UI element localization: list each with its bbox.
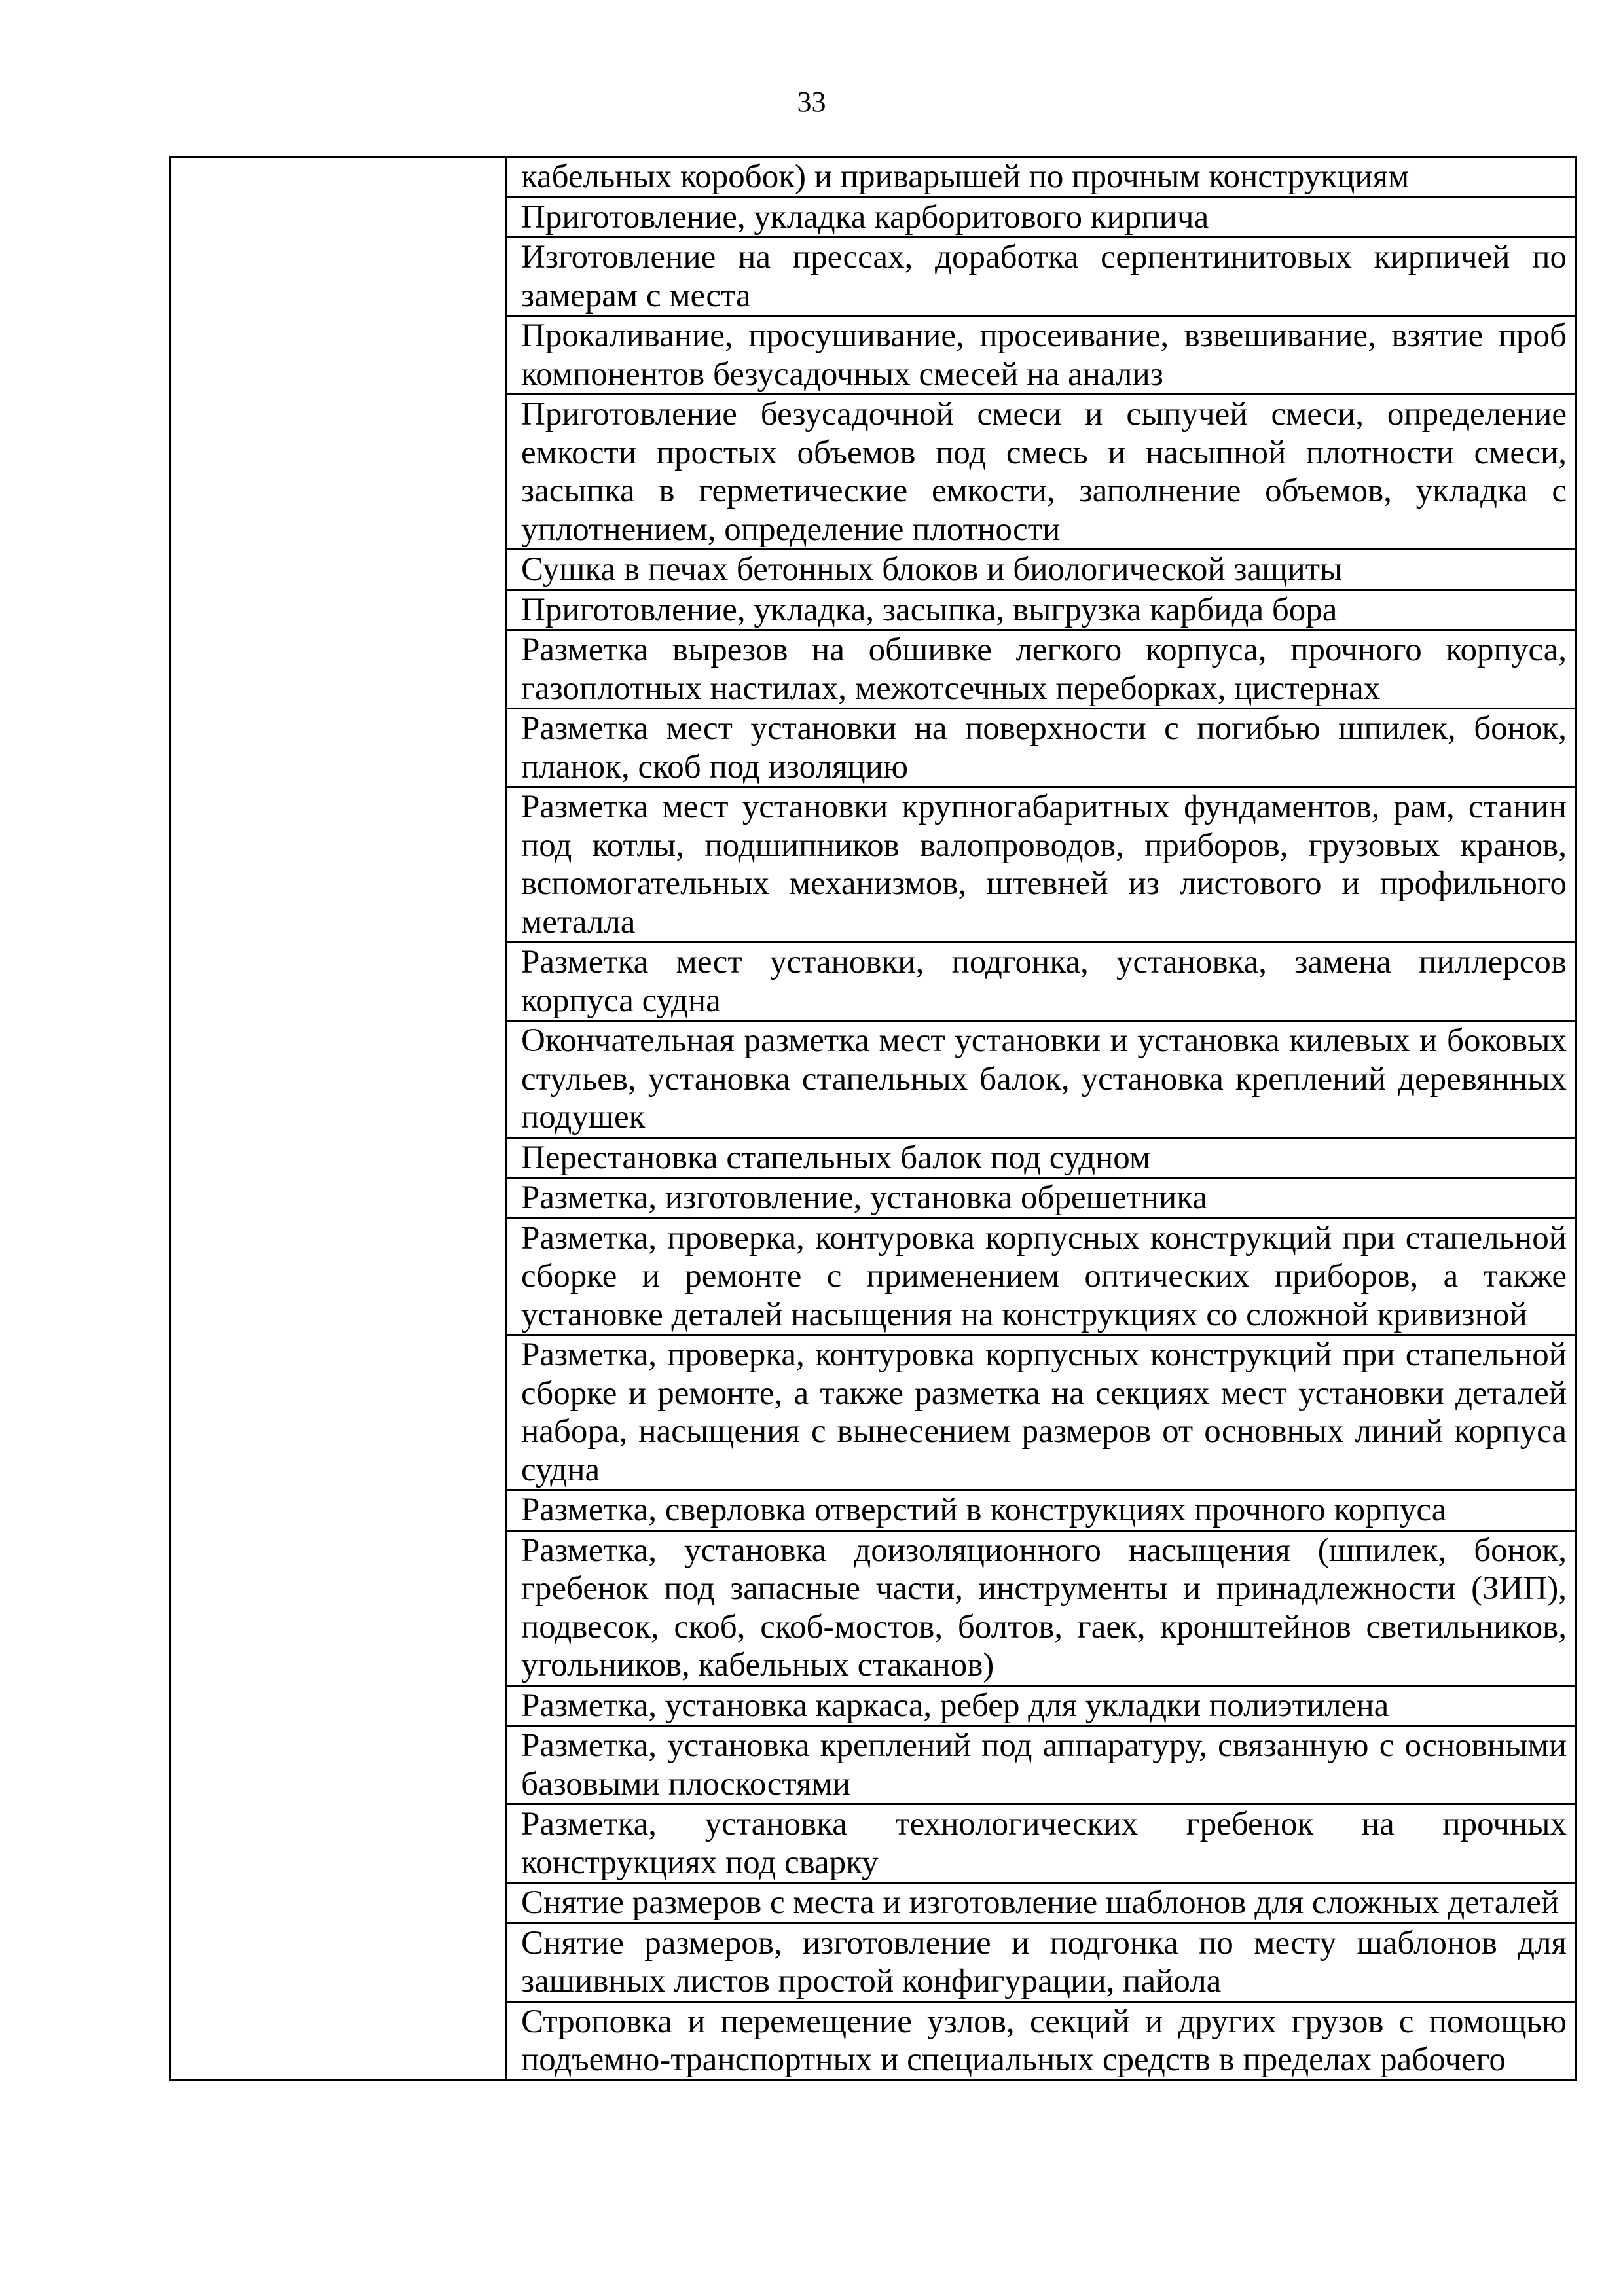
work-description-cell: Разметка мест установки крупногабаритных фундаментов, рам, станин под котлы, подшипников валопроводов, приборов, грузовых кранов, вспомогательных механизмов, штевней из листового и профильного металла — [506, 787, 1576, 942]
work-description-cell: Разметка вырезов на обшивке легкого корпуса, прочного корпуса, газоплотных настилах, межотсечных переборках, цистернах — [506, 630, 1576, 709]
table-row — [170, 157, 1576, 198]
work-description-cell: Разметка, сверловка отверстий в конструкциях прочного корпуса — [506, 1490, 1576, 1531]
work-description-cell: Строповка и перемещение узлов, секций и других грузов с помощью подъемно-транспортных и специальных средств в пределах рабочего — [506, 2001, 1576, 2080]
work-description-cell: Разметка, установка креплений под аппаратуру, связанную с основными базовыми плоскостями — [506, 1726, 1576, 1804]
work-description-cell: Приготовление безусадочной смеси и сыпучей смеси, определение емкости простых объемов под смесь и насыпной плотности смеси, засыпка в герметические емкости, заполнение объемов, укладка с уплотнением, определение плотности — [506, 395, 1576, 550]
work-description-cell: Разметка, установка технологических гребенок на прочных конструкциях под сварку — [506, 1804, 1576, 1883]
work-description-cell: Прокаливание, просушивание, просеивание, взвешивание, взятие проб компонентов безусадочных смесей на анализ — [506, 316, 1576, 395]
work-description-cell: Разметка мест установки на поверхности с погибью шпилек, бонок, планок, скоб под изоляцию — [506, 709, 1576, 787]
work-description-cell: Разметка, проверка, контуровка корпусных конструкций при стапельной сборке и ремонте с применением оптических приборов, а также установке деталей насыщения на конструкциях со сложной кривизной — [506, 1218, 1576, 1335]
work-description-cell: Перестановка стапельных балок под судном — [506, 1138, 1576, 1178]
work-description-cell: Разметка, установка доизоляционного насыщения (шпилек, бонок, гребенок под запасные части, инструменты и принадлежности (ЗИП), подвесок, скоб, скоб-мостов, болтов, гаек, кронштейнов светильников, угольников, кабельных стаканов) — [506, 1530, 1576, 1685]
work-description-cell: Разметка, установка каркаса, ребер для укладки полиэтилена — [506, 1685, 1576, 1726]
work-description-cell: Приготовление, укладка, засыпка, выгрузка карбида бора — [506, 590, 1576, 630]
left-column-cell — [170, 157, 506, 2081]
work-description-cell: Снятие размеров, изготовление и подгонка по месту шаблонов для зашивных листов простой конфигурации, пайола — [506, 1923, 1576, 2001]
work-description-cell: Снятие размеров с места и изготовление шаблонов для сложных деталей — [506, 1883, 1576, 1924]
work-description-cell: кабельных коробок) и приварышей по прочным конструкциям — [506, 157, 1576, 198]
page-number: 33 — [797, 86, 826, 118]
work-description-cell: Изготовление на прессах, доработка серпентинитовых кирпичей по замерам с места — [506, 238, 1576, 316]
work-table — [169, 156, 1577, 2081]
work-description-cell: Разметка, проверка, контуровка корпусных конструкций при стапельной сборке и ремонте, а также разметка на секциях мест установки деталей набора, насыщения с вынесением размеров от основных линий корпуса судна — [506, 1335, 1576, 1490]
work-description-cell: Сушка в печах бетонных блоков и биологической защиты — [506, 550, 1576, 590]
work-description-cell: Разметка, изготовление, установка обрешетника — [506, 1178, 1576, 1219]
work-description-cell: Разметка мест установки, подгонка, установка, замена пиллерсов корпуса судна — [506, 942, 1576, 1021]
work-description-cell: Окончательная разметка мест установки и установка килевых и боковых стульев, установка стапельных балок, установка креплений деревянных подушек — [506, 1021, 1576, 1138]
work-description-cell: Приготовление, укладка карборитового кирпича — [506, 197, 1576, 238]
